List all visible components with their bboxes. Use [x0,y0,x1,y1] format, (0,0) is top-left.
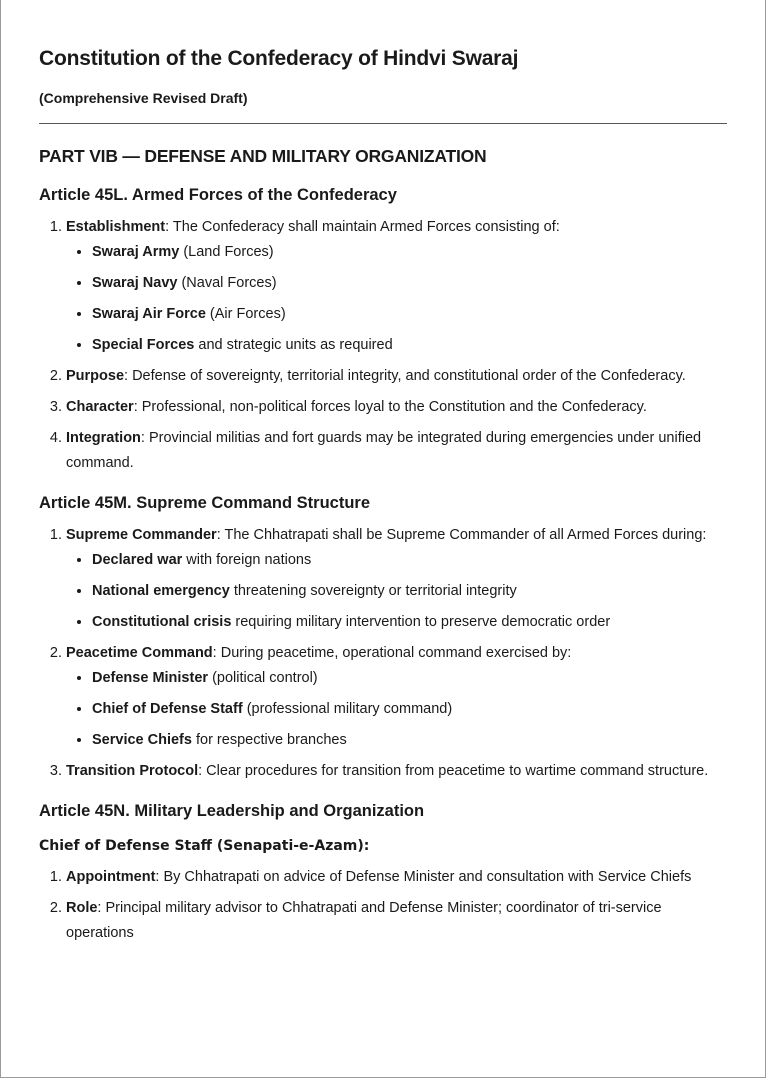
item-term: Swaraj Air Force [92,306,206,322]
bullet-item [92,728,727,753]
item-text: (Air Forces) [205,306,286,322]
item-text: with foreign nations [182,552,312,568]
item-text: : Professional, non-political forces loyal to the Constitution and the Confederacy. [133,399,647,415]
article-45n-subheading: Chief of Defense Staff (Senapati-e-Azam): [39,838,370,854]
item-term: Purpose [66,368,125,384]
item-term: Integration [66,430,141,446]
article-45m-list [39,523,727,784]
item-text: : Principal military advisor to Chhatrapati and Defense Minister; coordinator of tri-service operations [66,900,662,941]
bullet-item [92,548,727,573]
bullet-item [92,579,727,604]
list-item [66,364,727,389]
item-term: Service Chiefs [92,732,192,748]
item-term: Swaraj Navy [92,275,178,291]
item-text: : The Confederacy shall maintain Armed Forces consisting of: [165,219,560,235]
article-45n-list [39,865,727,946]
list-item [66,395,727,420]
item-text: and strategic units as required [194,337,393,353]
list-item [66,215,727,358]
list-item [66,523,727,635]
item-term: Character [66,399,134,415]
item-term: Peacetime Command [66,645,213,661]
part-heading: PART VIB — DEFENSE AND MILITARY ORGANIZATION [39,146,487,166]
list-item [66,426,727,476]
item-text: (professional military command) [242,701,453,717]
bullet-item [92,271,727,296]
item-text: : By Chhatrapati on advice of Defense Minister and consultation with Service Chiefs [155,869,692,885]
list-item [66,759,727,784]
item-term: Chief of Defense Staff [92,701,243,717]
list-item [66,896,727,946]
document-title: Constitution of the Confederacy of Hindvi Swaraj [39,47,519,70]
bullet-list [66,240,727,358]
article-45n-heading: Article 45N. Military Leadership and Organization [39,802,425,820]
item-term: Role [66,900,98,916]
bullet-item [92,333,727,358]
item-text: for respective branches [191,732,347,748]
item-term: Declared war [92,552,183,568]
item-term: Defense Minister [92,670,209,686]
item-text: : Defense of sovereignty, territorial integrity, and constitutional order of the Confederacy. [124,368,686,384]
bullet-item [92,610,727,635]
bullet-list [66,666,727,753]
item-term: Special Forces [92,337,195,353]
bullet-item [92,302,727,327]
article-45m-heading: Article 45M. Supreme Command Structure [39,494,370,512]
item-term: National emergency [92,583,230,599]
bullet-list [66,548,727,635]
item-text: (political control) [208,670,318,686]
list-item [66,865,727,890]
item-text: threatening sovereignty or territorial integrity [229,583,517,599]
item-text: : The Chhatrapati shall be Supreme Commander of all Armed Forces during: [216,527,707,543]
bullet-item [92,697,727,722]
divider [39,123,727,124]
article-45l-heading: Article 45L. Armed Forces of the Confederacy [39,186,397,204]
item-term: Supreme Commander [66,527,217,543]
item-text: : Provincial militias and fort guards may be integrated during emergencies under unified command. [66,430,702,471]
item-text: : During peacetime, operational command exercised by: [212,645,572,661]
item-term: Establishment [66,219,166,235]
item-term: Appointment [66,869,156,885]
list-item [66,641,727,753]
item-term: Swaraj Army [92,244,180,260]
item-text: (Naval Forces) [177,275,277,291]
item-text: : Clear procedures for transition from peacetime to wartime command structure. [198,763,709,779]
bullet-item [92,666,727,691]
item-text: requiring military intervention to preserve democratic order [231,614,611,630]
bullet-item [92,240,727,265]
item-term: Constitutional crisis [92,614,232,630]
document-subtitle: (Comprehensive Revised Draft) [39,90,248,106]
item-text: (Land Forces) [179,244,274,260]
article-45l-list [39,215,727,476]
item-term: Transition Protocol [66,763,199,779]
